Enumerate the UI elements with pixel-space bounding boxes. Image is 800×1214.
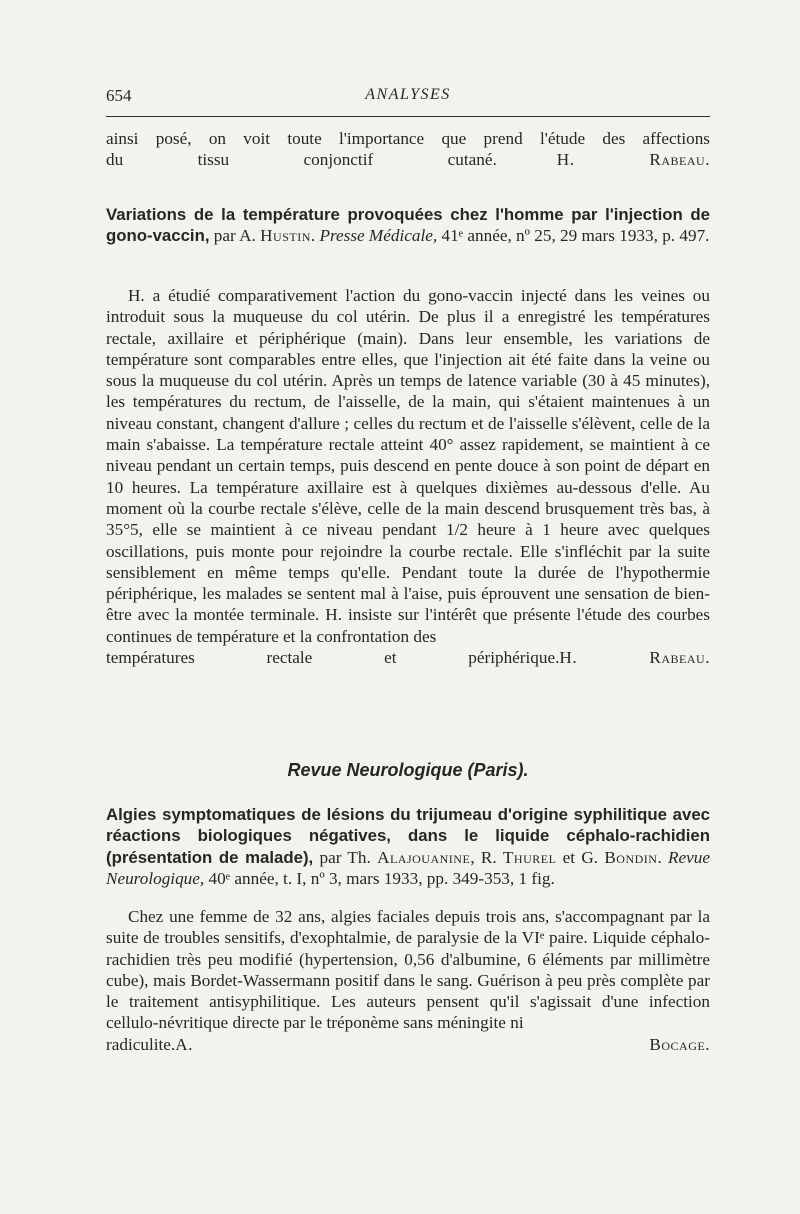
signature: A. Bocage. — [175, 1034, 710, 1054]
signature: H. Rabeau. — [556, 150, 710, 170]
article-title: Algies symptomatiques de lésions du trijumeau d'origine syphilitique avec réactions biologiques négatives, dans le liquide céphalo-rachidien (présentation de malade), — [106, 805, 710, 867]
ref-separator: , R. — [470, 847, 503, 867]
article-body — [106, 285, 710, 668]
page-number: 654 — [106, 86, 132, 105]
section-title: Revue Neurologique (Paris). — [287, 760, 529, 780]
article-body — [106, 906, 710, 1055]
running-title: ANALYSES — [365, 86, 451, 103]
signature: H. Rabeau. — [559, 648, 710, 668]
body-last-text: radiculite. — [106, 1034, 176, 1054]
ref-separator: . — [657, 847, 669, 867]
body-last-line — [106, 647, 710, 668]
article-heading — [106, 804, 710, 889]
ref-details: 40ᵉ année, t. I, nº 3, mars 1933, pp. 349-353, 1 fig. — [204, 868, 555, 888]
paragraph-last-line — [106, 149, 710, 170]
page-header — [106, 86, 710, 110]
body-last-line — [106, 1034, 710, 1055]
ref-by: par A. — [209, 226, 261, 246]
paragraph-text: du tissu conjonctif cutané. — [106, 150, 497, 170]
ref-separator: . — [310, 226, 320, 246]
ref-journal: Revue Neurologique, — [106, 847, 710, 888]
header-rule — [106, 116, 710, 117]
article-title: Variations de la température provoquées chez l'homme par l'injection de gono-vaccin, — [106, 205, 710, 246]
ref-author: Bondin — [604, 847, 658, 867]
ref-author: Hustin — [260, 226, 311, 246]
paragraph-line: ainsi posé, on voit toute l'importance que prend l'étude des affections — [106, 129, 710, 148]
ref-by: par Th. — [313, 847, 378, 867]
body-paragraph: H. a étudié comparativement l'action du gono-vaccin injecté dans les veines ou introduit sous la muqueuse du col utérin. De plus il a enregistré les températures rectale, axillaire et périphérique (main). Dans leur ensemble, les variations de température sont comparables entre elles, que l'injection ait été faite dans la veine ou sous la muqueuse du col utérin. Après un temps de latence variable (30 à 45 minutes), les températures du rectum, de l'aisselle, de la main, qui s'étaient maintenues à un niveau constant, changent d'allure ; celles du rectum et de l'aisselle s'élèvent, celle de la main s'abaisse. La température rectale atteint 40° assez rapidement, se maintient à ce niveau pendant un certain temps, puis descend en pente douce à son point de départ en 10 heures. La température axillaire est à quelques dixièmes au-dessous d'elle. Au moment où la courbe rectale s'élève, celle de la main descend brusquement très bas, à 35°5, elle se maintient à ce niveau pendant 1/2 heure à 1 heure avec quelques oscillations, puis monte pour rejoindre la courbe rectale. Elle s'infléchit par la suite sensiblement en même temps qu'elle. Pendant toute la durée de l'hypothermie périphérique, les malades se sentent mal à l'aise, puis éprouvent une sensation de bien-être avec la montée terminale. H. insiste sur l'intérêt que présente l'étude des courbes continues de température et la confrontation des — [106, 286, 710, 646]
ref-separator: et G. — [556, 847, 605, 867]
article-heading — [106, 204, 710, 247]
body-last-text: températures rectale et périphérique. — [106, 648, 560, 668]
ref-author: Thurel — [502, 847, 557, 867]
continued-paragraph — [106, 128, 710, 171]
article-reference — [210, 226, 710, 245]
ref-journal: Presse Médicale, — [319, 226, 438, 246]
ref-author: Alajouanine — [377, 847, 471, 867]
ref-details: 41ᵉ année, nº 25, 29 mars 1933, p. 497. — [437, 226, 710, 246]
body-paragraph: Chez une femme de 32 ans, algies faciales depuis trois ans, s'accompagnant par la suite de troubles sensitifs, d'exophtalmie, de paralysie de la VIᵉ paire. Liquide céphalo-rachidien très peu modifié (hypertension, 0,56 d'albumine, 6 éléments par millimètre cube), mais Bordet-Wassermann positif dans le sang. Guérison à peu près complète par le traitement antisyphilitique. Les auteurs pensent qu'il s'agissait d'une infection cellulo-névritique directe par le tréponème sans méningite ni — [106, 907, 710, 1033]
